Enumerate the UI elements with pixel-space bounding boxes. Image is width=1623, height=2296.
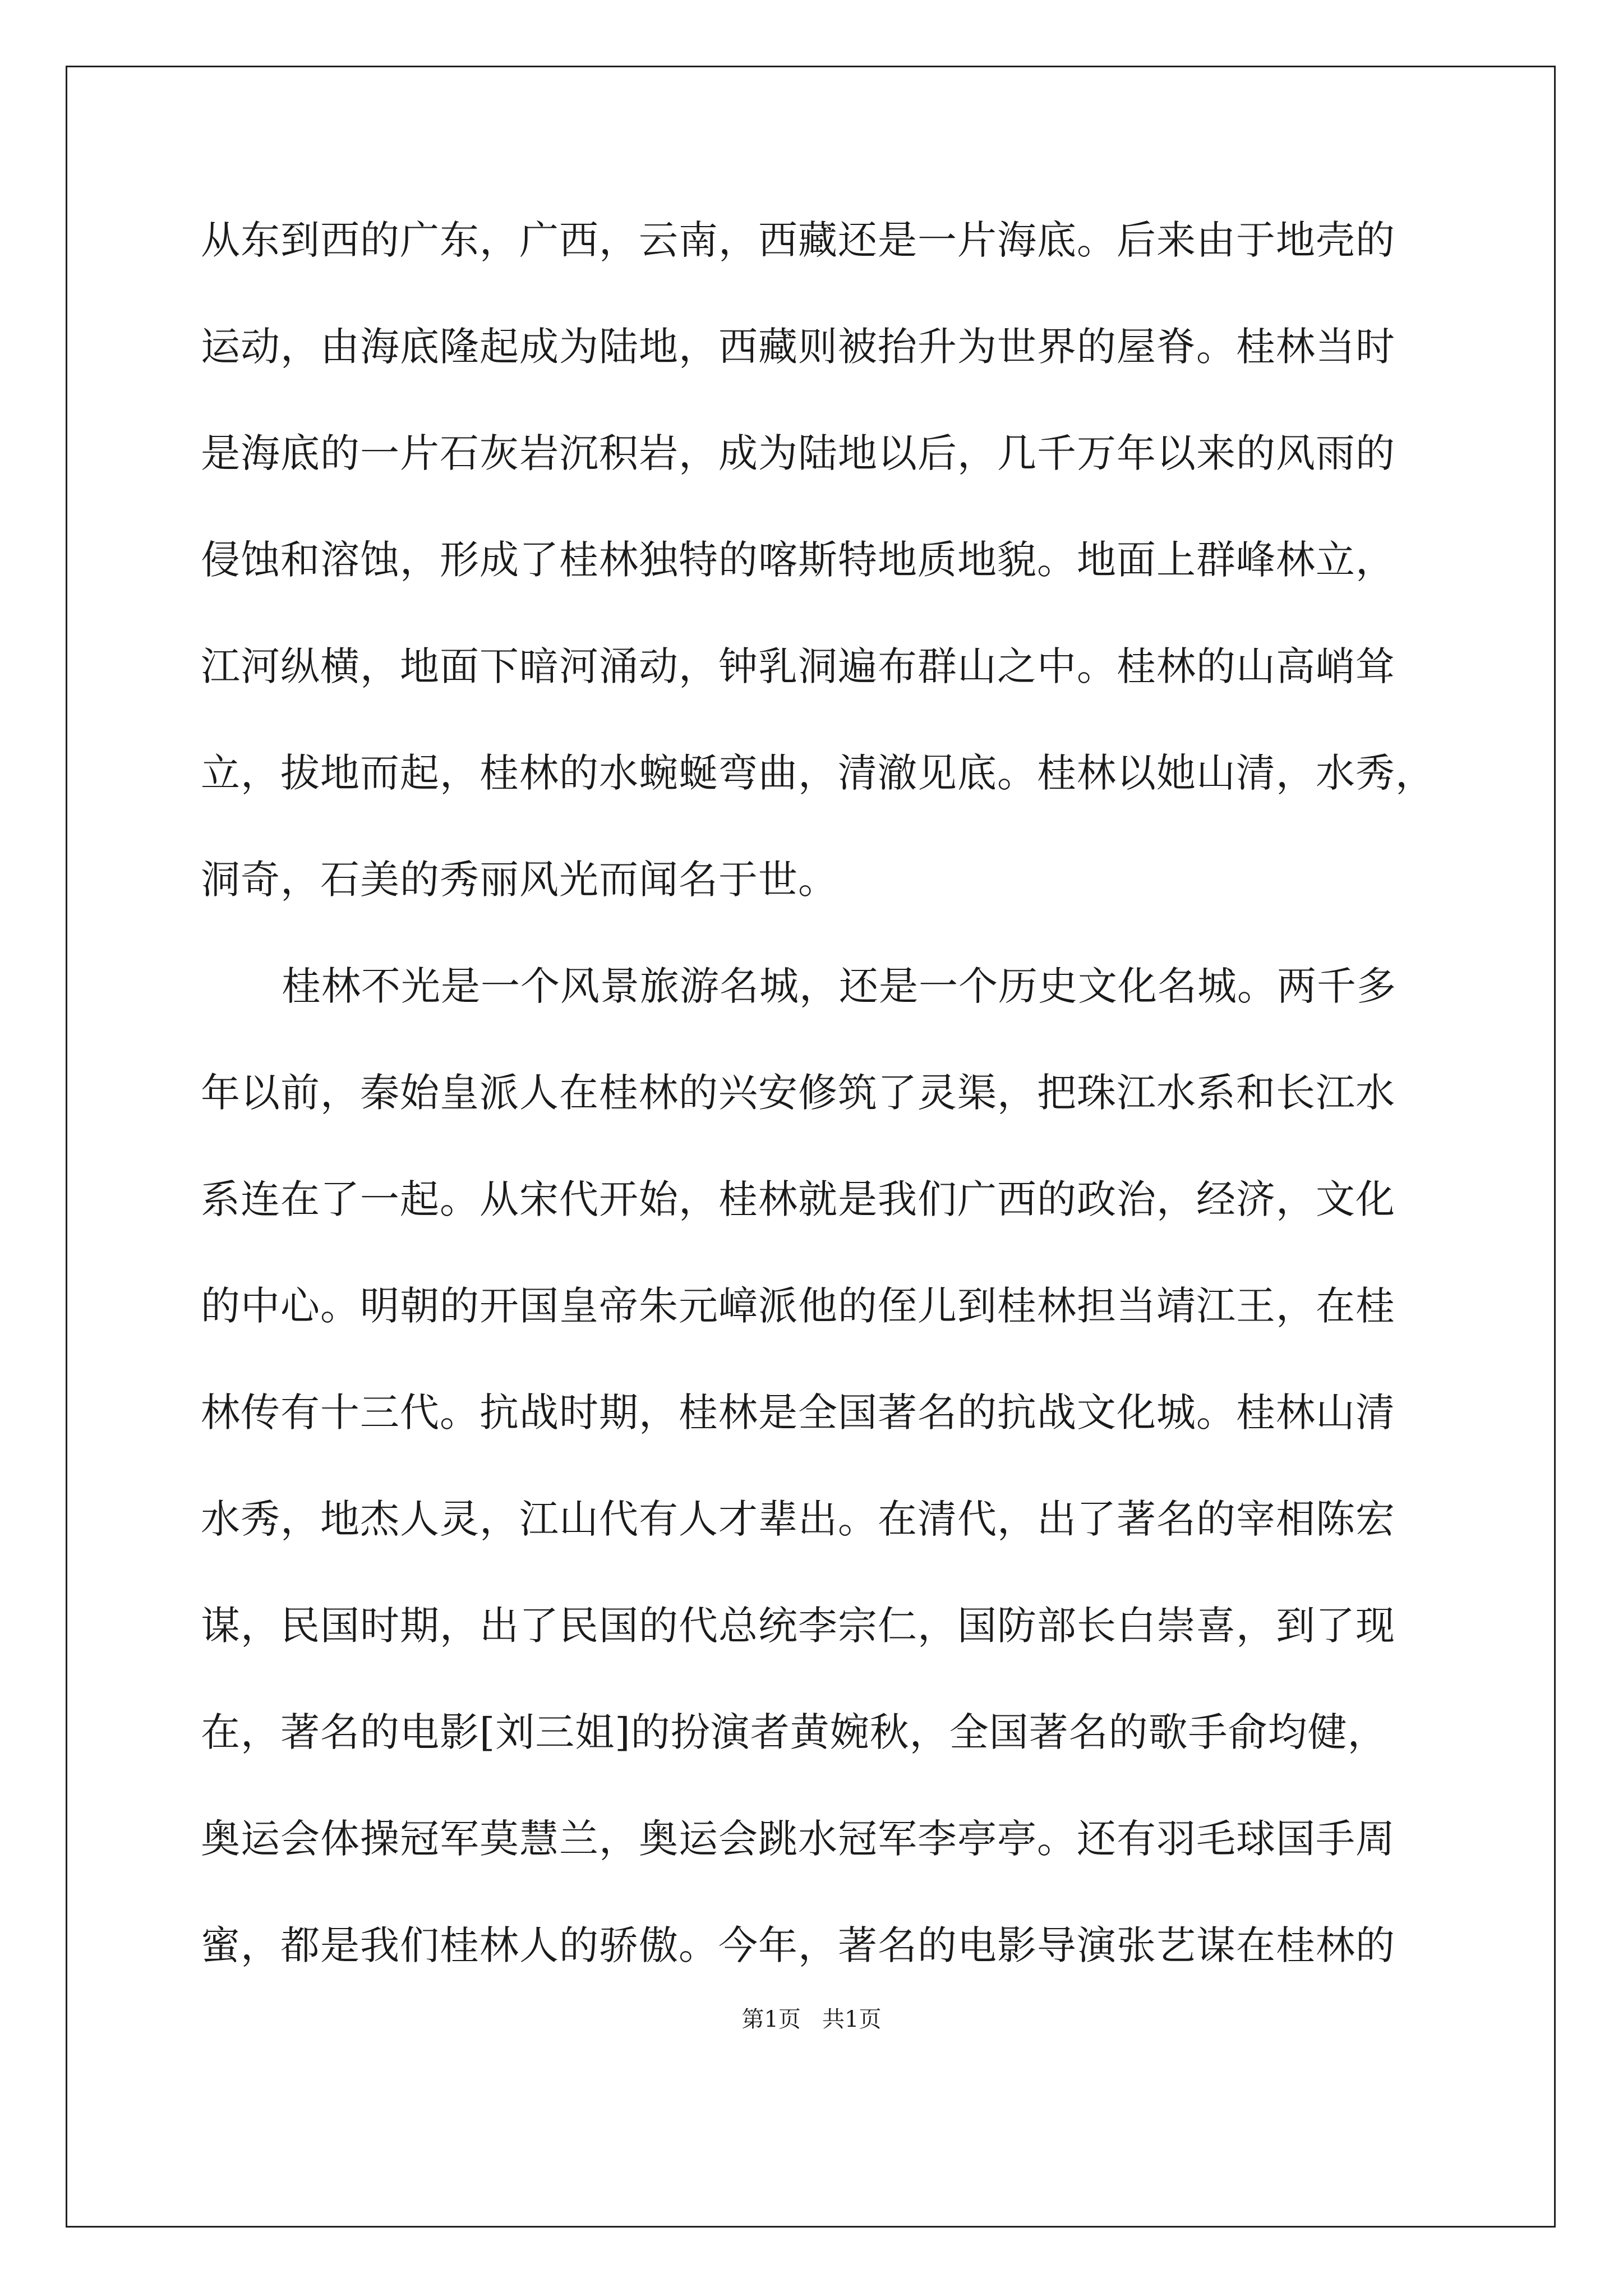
text-line: 林传有十三代。抗战时期，桂林是全国著名的抗战文化城。桂林山清: [201, 1389, 1395, 1435]
page-border: [66, 66, 1556, 2228]
text-line: 在，著名的电影[刘三姐]的扮演者黄婉秋，全国著名的歌手俞均健，: [201, 1709, 1387, 1755]
text-line: 江河纵横，地面下暗河涌动，钟乳洞遍布群山之中。桂林的山高峭耸: [201, 643, 1395, 689]
paragraph-first-line: 桂林不光是一个风景旅游名城，还是一个历史文化名城。两千多: [282, 963, 1396, 1009]
text-line: 是海底的一片石灰岩沉积岩，成为陆地以后，几千万年以来的风雨的: [201, 430, 1395, 476]
text-line: 立，拔地而起，桂林的水蜿蜒弯曲，清澈见底。桂林以她山清，水秀，: [201, 750, 1435, 796]
text-line: 的中心。明朝的开国皇帝朱元嶂派他的侄儿到桂林担当靖江王，在桂: [201, 1283, 1395, 1329]
text-line: 奥运会体操冠军莫慧兰，奥运会跳水冠军李亭亭。还有羽毛球国手周: [201, 1816, 1395, 1862]
text-line: 洞奇，石美的秀丽风光而闻名于世。: [201, 857, 838, 903]
text-line: 水秀，地杰人灵，江山代有人才辈出。在清代，出了著名的宰相陈宏: [201, 1496, 1395, 1542]
text-line: 侵蚀和溶蚀，形成了桂林独特的喀斯特地质地貌。地面上群峰林立，: [201, 537, 1395, 583]
page-number-footer: 第1页 共1页: [741, 2007, 882, 2032]
text-line: 年以前，秦始皇派人在桂林的兴安修筑了灵渠，把珠江水系和长江水: [201, 1070, 1395, 1116]
text-line: 系连在了一起。从宋代开始，桂林就是我们广西的政治，经济，文化: [201, 1176, 1395, 1222]
text-line: 运动，由海底隆起成为陆地，西藏则被抬升为世界的屋脊。桂林当时: [201, 324, 1395, 370]
text-line: 蜜，都是我们桂林人的骄傲。今年，著名的电影导演张艺谋在桂林的: [201, 1922, 1395, 1968]
text-line: 谋，民国时期，出了民国的代总统李宗仁，国防部长白崇喜，到了现: [201, 1603, 1395, 1649]
text-line: 从东到西的广东，广西，云南，西藏还是一片海底。后来由于地壳的: [201, 217, 1395, 263]
